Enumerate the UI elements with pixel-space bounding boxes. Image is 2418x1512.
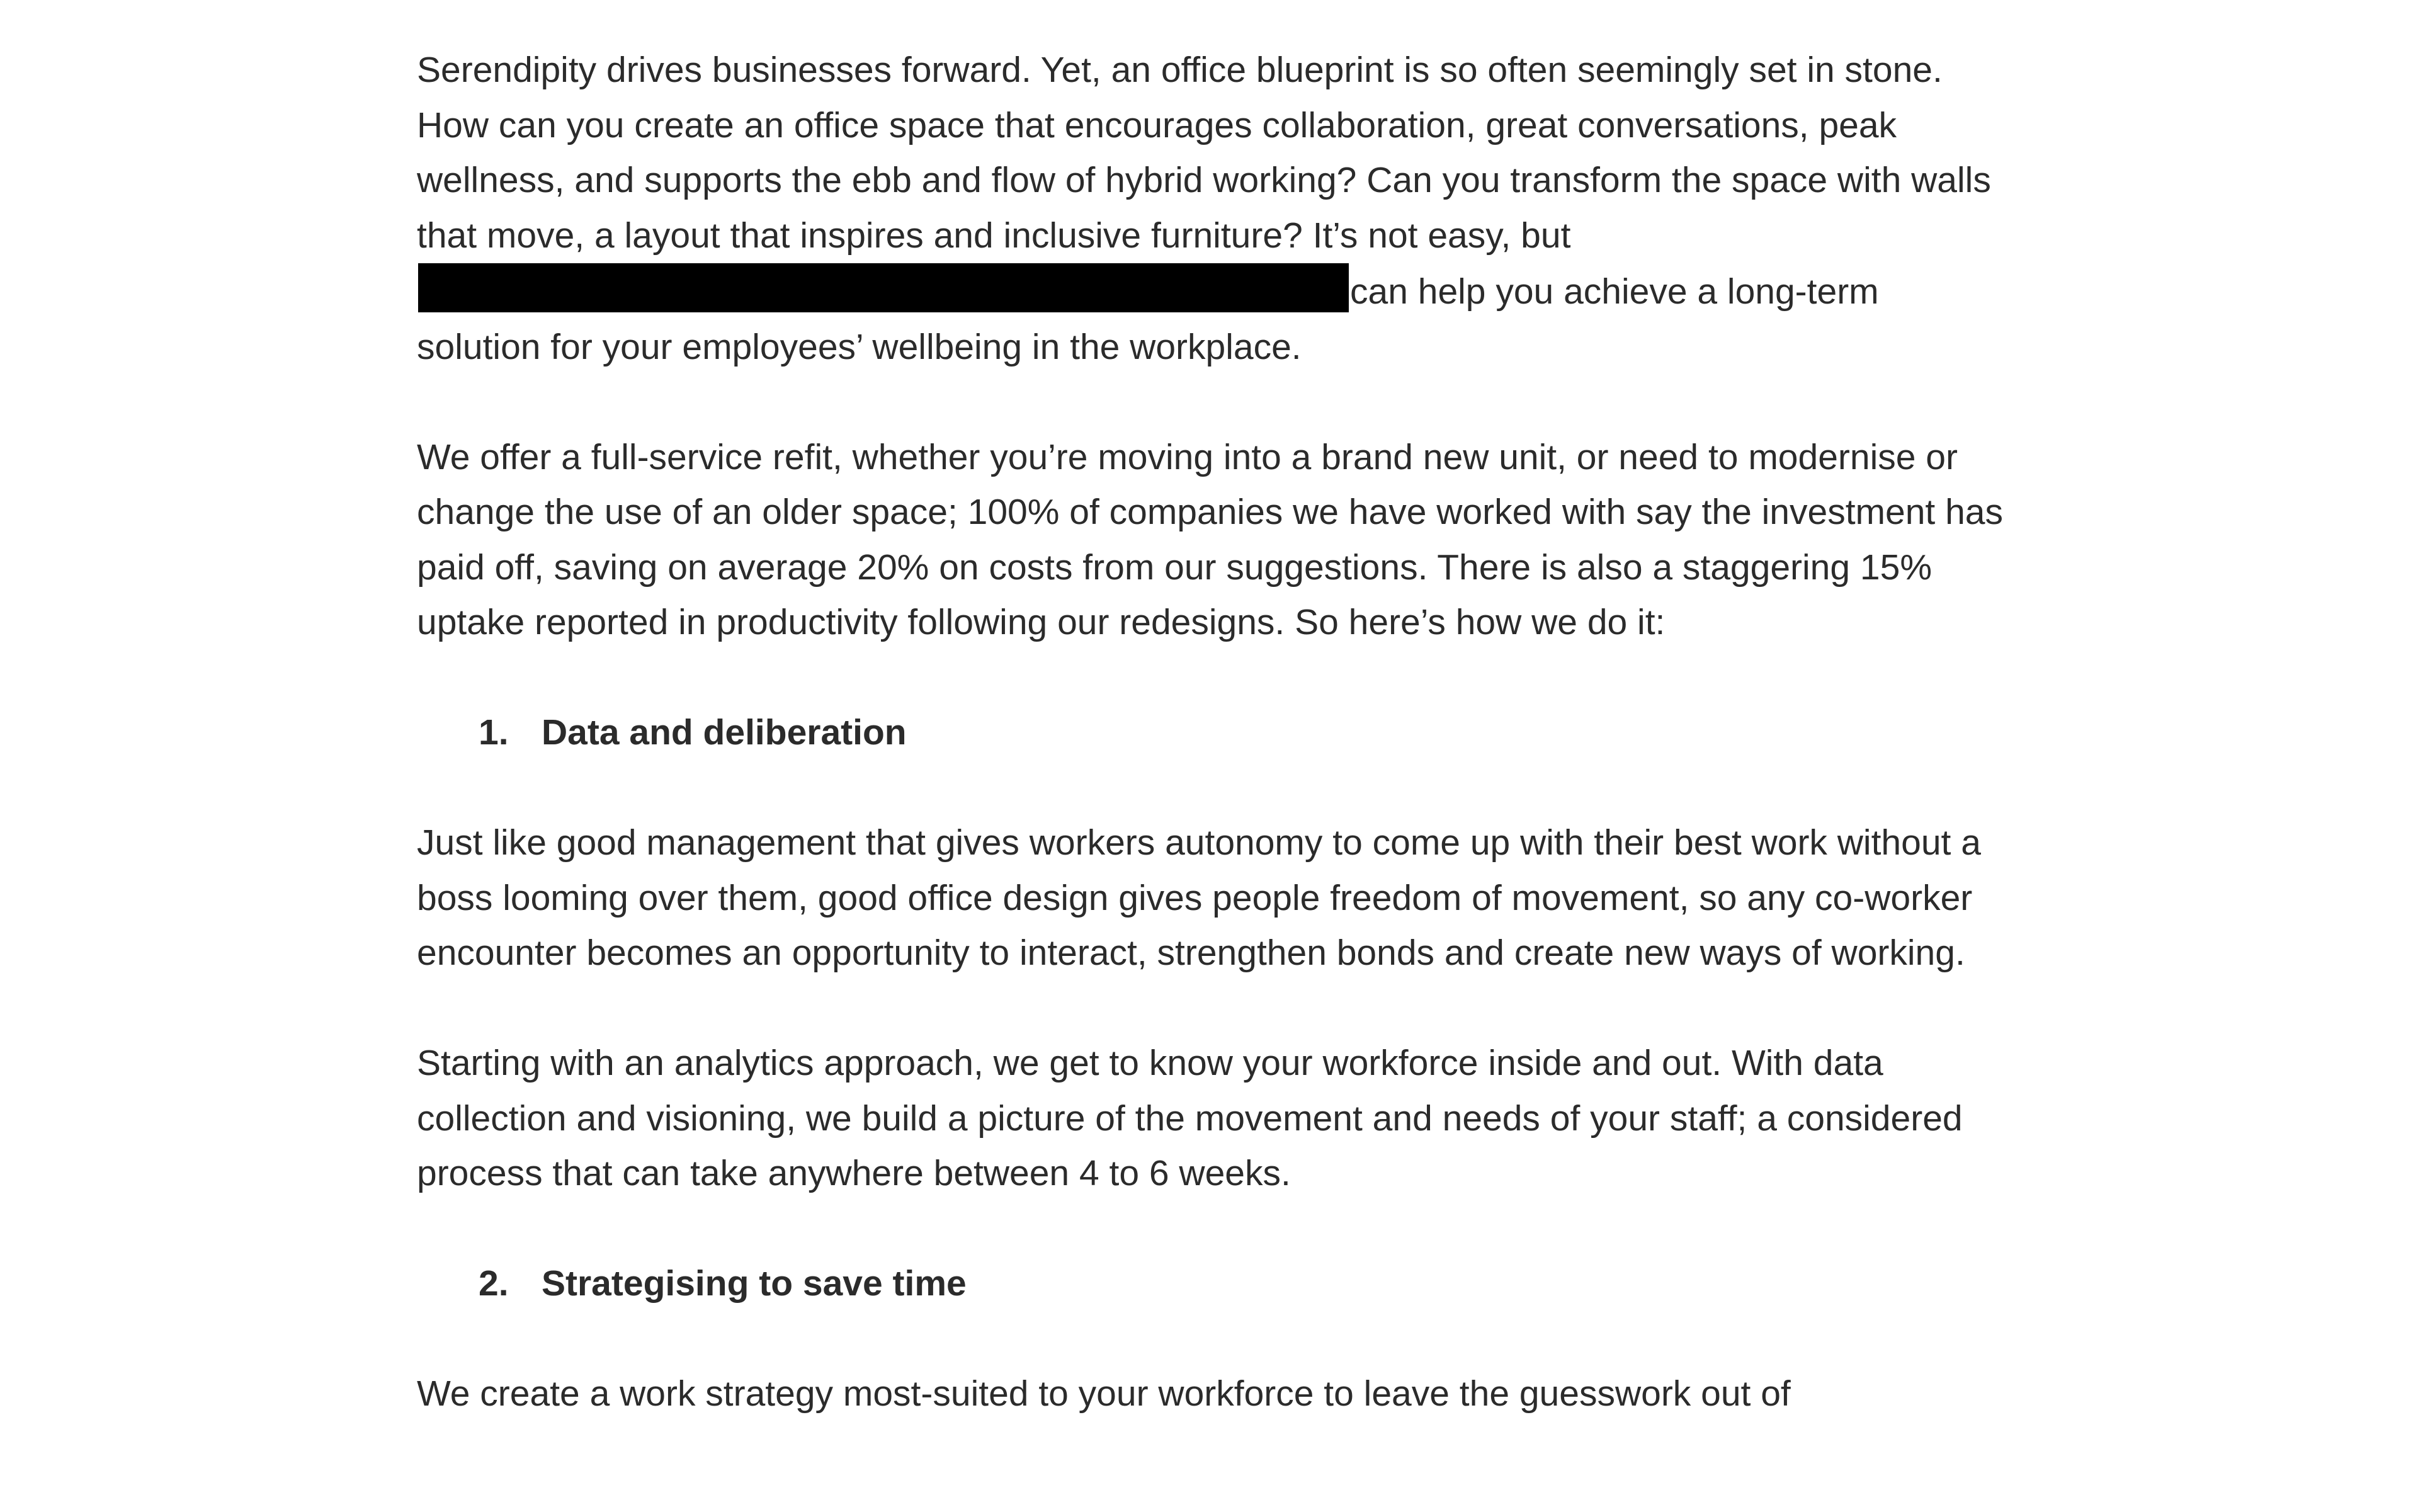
paragraph-strategy: We create a work strategy most-suited to your workforce to leave the guesswork out of (417, 1373, 1791, 1414)
paragraph-intro-start: Serendipity drives businesses forward. Yet, an office blueprint is so often seemingly set in stone. How can you create an office space that encourages collaboration, great conversations, peak wellness, and supports the ebb and flow of hybrid working? Can you transform the space with walls that move, a layout that inspires and inclusive furniture? It’s not easy, but (417, 50, 1991, 256)
paragraph-intro-end: can help you achieve a long-term solution for your employees’ wellbeing in the workplace. (417, 271, 1879, 367)
heading-text: Strategising to save time (542, 1263, 967, 1304)
paragraph-intro (417, 43, 2004, 375)
paragraph-services: We offer a full-service refit, whether you’re moving into a brand new unit, or need to modernise or change the use of an older space; 100% of companies we have worked with say the investment has paid off, saving on average 20% on costs from our suggestions. There is also a staggering 15% uptake reported in productivity following our redesigns. So here’s how we do it: (417, 436, 2003, 642)
paragraph-management: Just like good management that gives workers autonomy to come up with their best work without a boss looming over them, good office design gives people freedom of movement, so any co-worker encounter becomes an opportunity to interact, strengthen bonds and create new ways of working. (417, 822, 1981, 973)
redaction-bar (418, 263, 1349, 312)
heading-number: 1. (479, 712, 509, 753)
paragraph-analytics: Starting with an analytics approach, we get to know your workforce inside and out. With data collection and visioning, we build a picture of the movement and needs of your staff; a considered process that can take anywhere between 4 to 6 weeks. (417, 1043, 1963, 1193)
document-body (417, 43, 2004, 1477)
section-heading-1 (417, 705, 2004, 761)
section-heading-2 (417, 1256, 2004, 1312)
heading-text: Data and deliberation (542, 712, 907, 753)
heading-number: 2. (479, 1263, 509, 1304)
